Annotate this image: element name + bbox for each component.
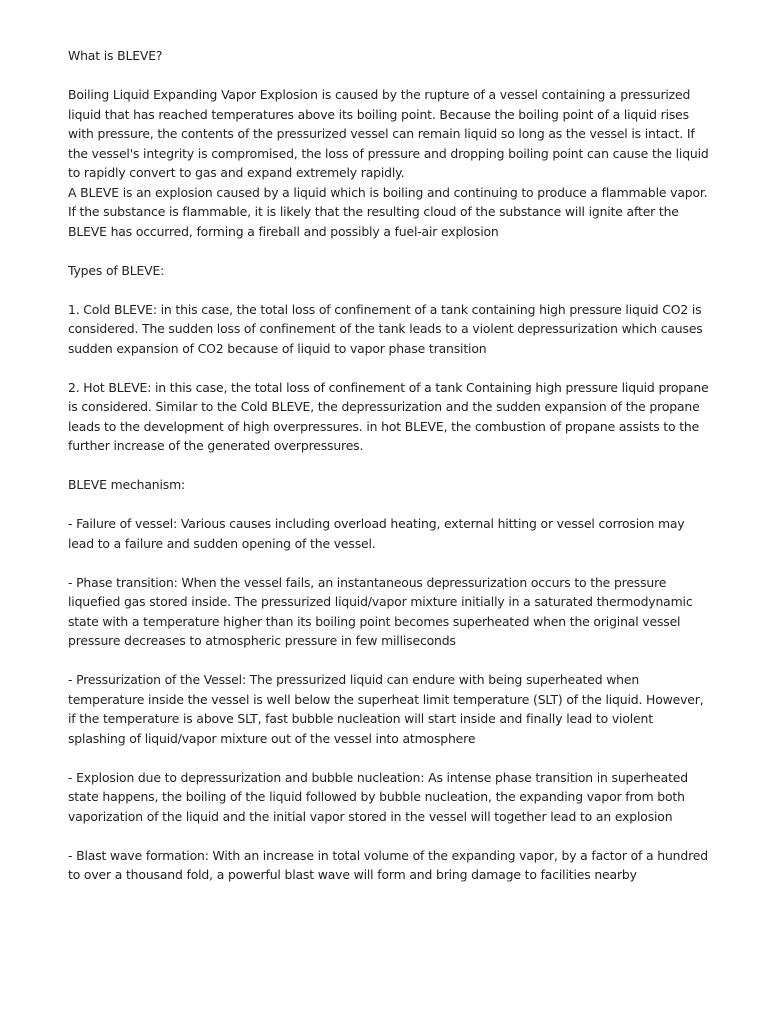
intro-paragraph-1: Boiling Liquid Expanding Vapor Explosion is caused by the rupture of a vessel containing a pressurized liquid that has reached temperatures above its boiling point. Because the boiling point of a liquid rises with pressure, the contents of the pressurized vessel can remain liquid so long as the vessel is intact. If the vessel's integrity is compromised, the loss of pressure and dropping boiling point can cause the liquid to rapidly convert to gas and expand extremely rapidly.: [68, 87, 709, 180]
type-cold-bleve: 1. Cold BLEVE: in this case, the total loss of confinement of a tank containing high pressure liquid CO2 is considered. The sudden loss of confinement of the tank leads to a violent depressurization which causes sudden expansion of CO2 because of liquid to vapor phase transition: [68, 301, 703, 356]
spacer: [68, 748, 710, 768]
mechanism-blast-wave: - Blast wave formation: With an increase in total volume of the expanding vapor, by a factor of a hundred to over a thousand fold, a powerful blast wave will form and bring damage to facilities nearby: [68, 847, 708, 882]
spacer: [68, 358, 710, 378]
heading-what-is-bleve: What is BLEVE?: [68, 48, 163, 63]
document-page: [68, 46, 710, 885]
type-hot-bleve: 2. Hot BLEVE: in this case, the total loss of confinement of a tank Containing high pressure liquid propane is considered. Similar to the Cold BLEVE, the depressurization and the sudden expansion of the propane leads to the development of high overpressures. in hot BLEVE, the combustion of propane assists to the further increase of the generated overpressures.: [68, 379, 709, 453]
spacer: [68, 553, 710, 573]
spacer: [68, 66, 710, 86]
spacer: [68, 456, 710, 476]
intro-paragraph-2: A BLEVE is an explosion caused by a liquid which is boiling and continuing to produce a flammable vapor. If the substance is flammable, it is likely that the resulting cloud of the substance will ignite after the BLEVE has occurred, forming a fireball and possibly a fuel-air explosion: [68, 184, 708, 239]
heading-bleve-mechanism: BLEVE mechanism:: [68, 477, 186, 492]
spacer: [68, 651, 710, 671]
spacer: [68, 826, 710, 846]
mechanism-phase-transition: - Phase transition: When the vessel fails, an instantaneous depressurization occurs to the pressure liquefied gas stored inside. The pressurized liquid/vapor mixture initially in a saturated thermodynamic state with a temperature higher than its boiling point becomes superheated when the original vessel pressure decreases to atmospheric pressure in few milliseconds: [68, 574, 693, 648]
mechanism-explosion: - Explosion due to depressurization and bubble nucleation: As intense phase transition in superheated state happens, the boiling of the liquid followed by bubble nucleation, the expanding vapor from both vaporization of the liquid and the initial vapor stored in the vessel will together lead to an explosion: [68, 769, 688, 824]
spacer: [68, 495, 710, 515]
mechanism-failure-of-vessel: - Failure of vessel: Various causes including overload heating, external hitting or vessel corrosion may lead to a failure and sudden opening of the vessel.: [68, 516, 685, 551]
spacer: [68, 280, 710, 300]
mechanism-pressurization: - Pressurization of the Vessel: The pressurized liquid can endure with being superheated when temperature inside the vessel is well below the superheat limit temperature (SLT) of the liquid. However, if the temperature is above SLT, fast bubble nucleation will start inside and finally lead to violent splashing of liquid/vapor mixture out of the vessel into atmosphere: [68, 672, 704, 746]
heading-types-of-bleve: Types of BLEVE:: [68, 262, 165, 278]
spacer: [68, 241, 710, 261]
